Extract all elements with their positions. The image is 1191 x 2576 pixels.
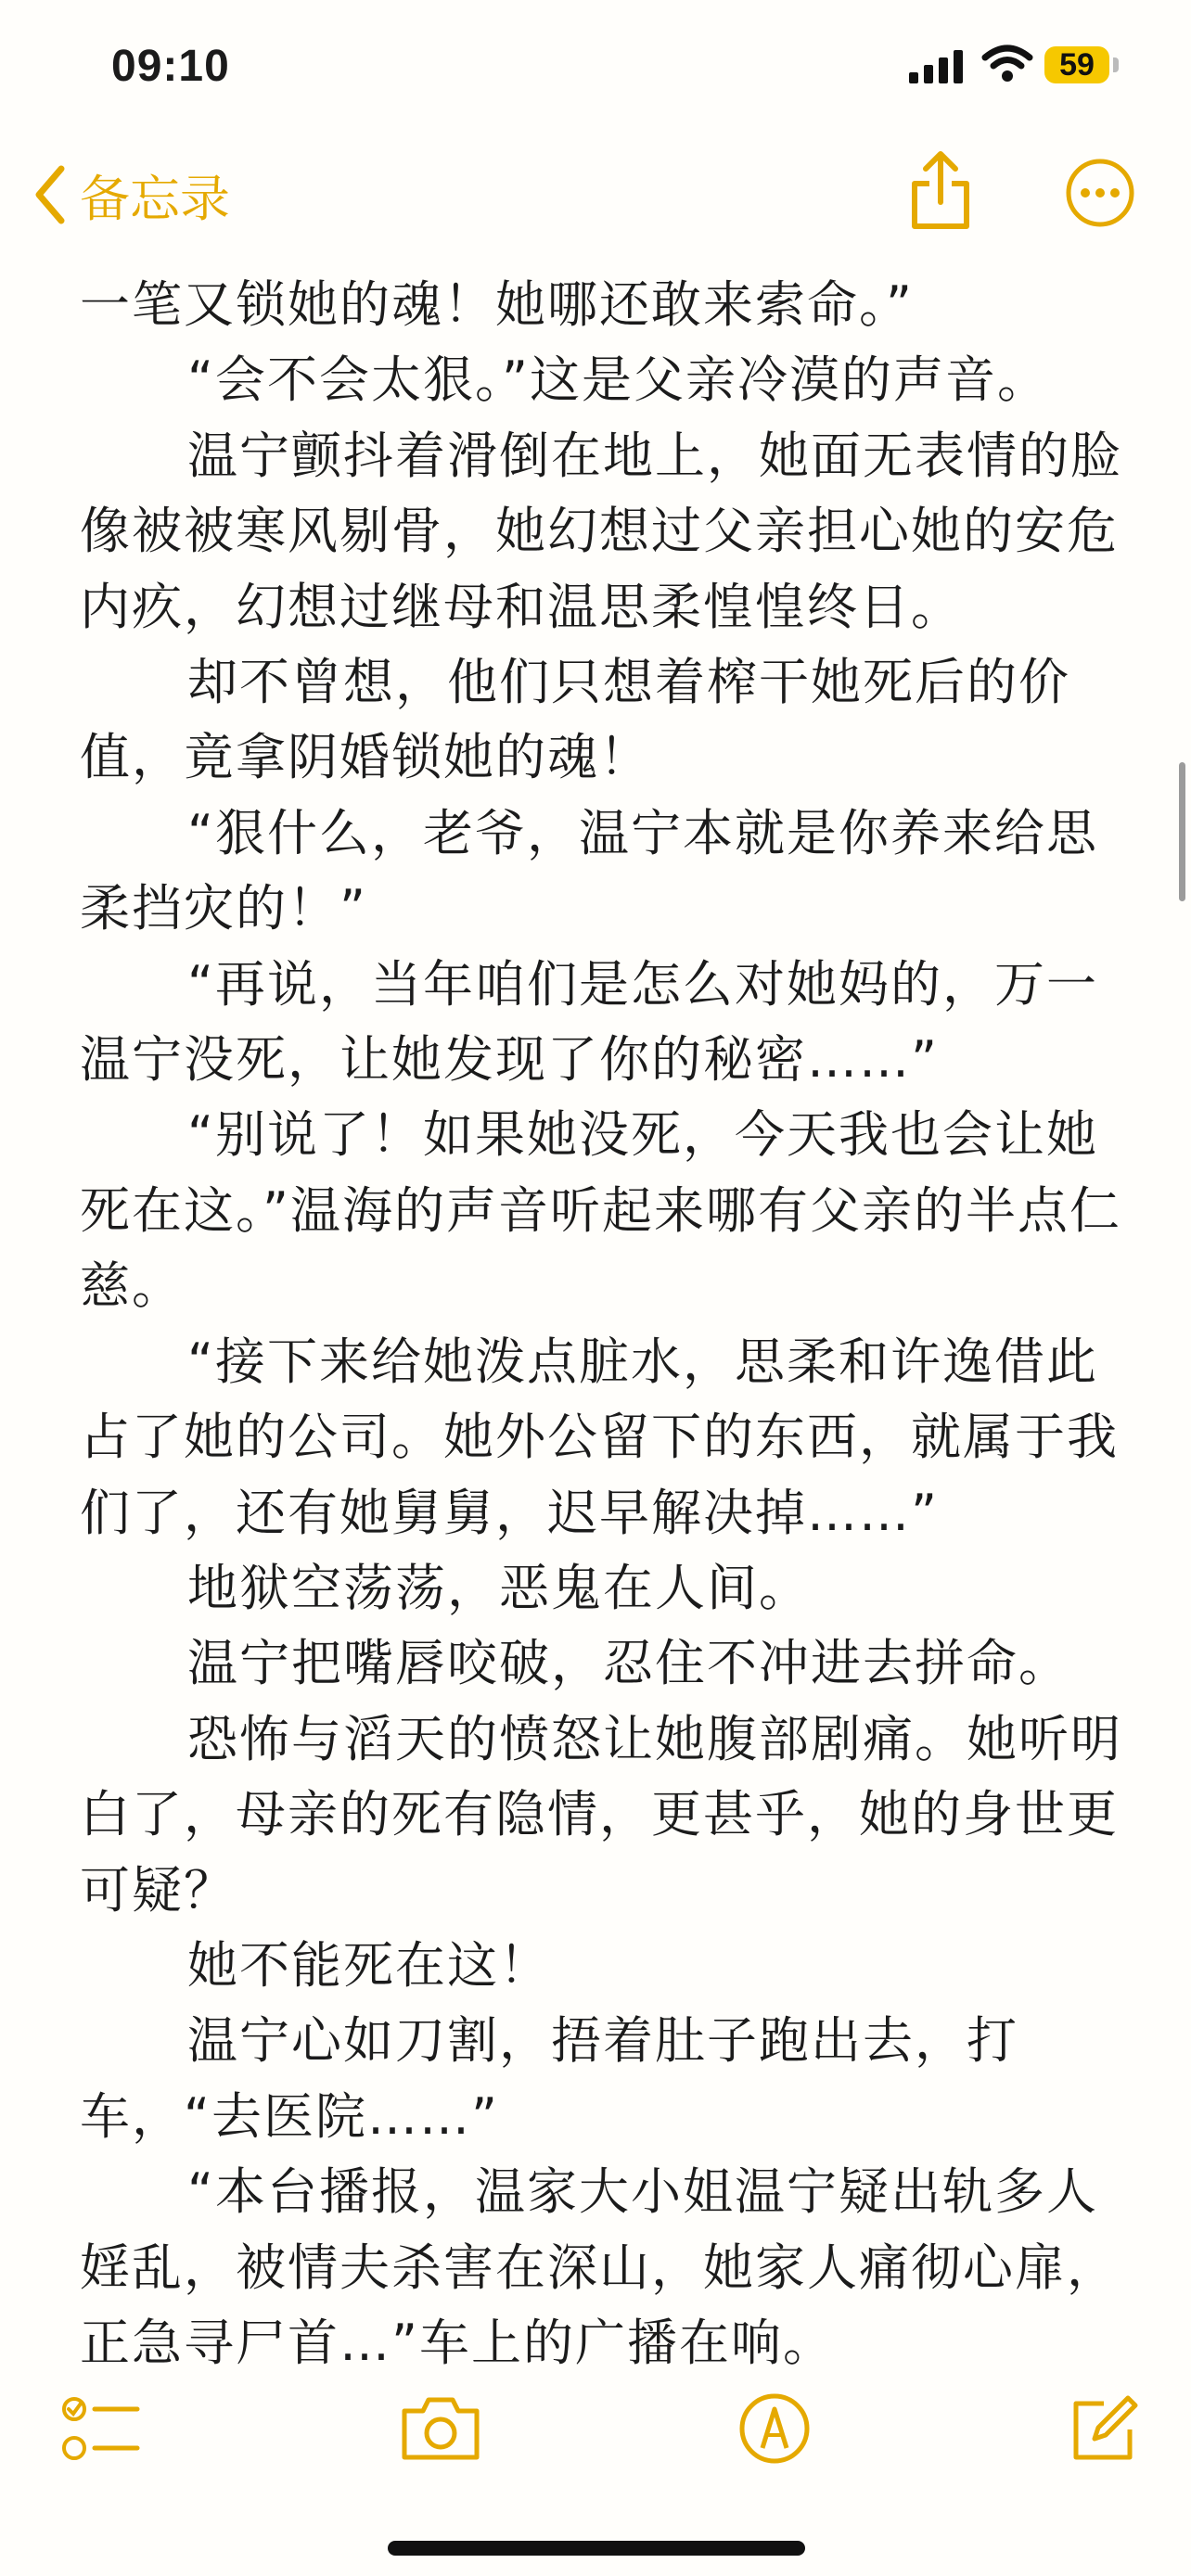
scrollbar[interactable]: [1179, 762, 1185, 901]
checklist-icon[interactable]: [61, 2392, 141, 2465]
back-label: 备忘录: [80, 169, 230, 228]
note-paragraph: 一笔又锁她的魂！她哪还敢来索命。”: [80, 275, 914, 334]
more-options-icon[interactable]: [1065, 158, 1135, 228]
note-paragraph: “会不会太狠。”这是父亲冷漠的声音。: [187, 351, 1049, 410]
note-paragraph: 温宁心如刀割，捂着肚子跑出去，打车，“去医院……”: [80, 2011, 1018, 2146]
status-time: 09:10: [111, 42, 230, 91]
wifi-icon: [981, 45, 1033, 83]
note-paragraph: “再说，当年咱们是怎么对她妈的，万一温宁没死，让她发现了你的秘密……”: [80, 954, 1098, 1090]
note-paragraph: “狠什么，老爷，温宁本就是你养来给思柔挡灾的！”: [80, 803, 1098, 938]
note-paragraph: 地狱空荡荡，恶鬼在人间。: [187, 1558, 811, 1617]
back-button[interactable]: [33, 158, 230, 232]
compose-icon[interactable]: [1067, 2392, 1141, 2467]
chevron-left-icon: [33, 165, 67, 224]
note-paragraph: “本台播报，温家大小姐温宁疑出轨多人婬乱，被情夫杀害在深山，她家人痛彻心扉，正急寻尸首…”车上的广播在响。: [80, 2162, 1119, 2372]
note-paragraph: 恐怖与滔天的愤怒让她腹部剧痛。她听明白了，母亲的死有隐情，更甚乎，她的身世更可疑？: [80, 1709, 1122, 1919]
battery-indicator: 59: [1044, 46, 1109, 83]
share-icon[interactable]: [907, 150, 974, 232]
cellular-signal-icon: [909, 50, 968, 83]
note-paragraph: 却不曾想，他们只想着榨干她死后的价值，竟拿阴婚锁她的魂！: [80, 653, 1070, 787]
navigation-bar: [0, 139, 1191, 250]
bottom-toolbar: [0, 2365, 1191, 2485]
home-indicator[interactable]: [388, 2541, 805, 2556]
note-paragraph: 温宁颤抖着滑倒在地上，她面无表情的脸像被被寒风剔骨，她幻想过父亲担心她的安危内疚，幻想过继母和温思柔惶惶终日。: [80, 426, 1122, 636]
battery-tip: [1113, 57, 1119, 72]
note-paragraph: 温宁把嘴唇咬破，忍住不冲进去拼命。: [187, 1634, 1070, 1693]
note-paragraph: “别说了！如果她没死，今天我也会让她死在这。”温海的声音听起来哪有父亲的半点仁慈。: [80, 1105, 1121, 1316]
camera-icon[interactable]: [399, 2392, 482, 2463]
note-paragraph: 她不能死在这！: [187, 1935, 551, 1995]
note-paragraph: “接下来给她泼点脏水，思柔和许逸借此占了她的公司。她外公留下的东西，就属于我们了，还有她舅舅，迟早解决掉……”: [80, 1332, 1119, 1542]
status-bar: [0, 0, 1191, 139]
note-body[interactable]: [80, 267, 1128, 2380]
markup-icon[interactable]: [738, 2392, 811, 2465]
